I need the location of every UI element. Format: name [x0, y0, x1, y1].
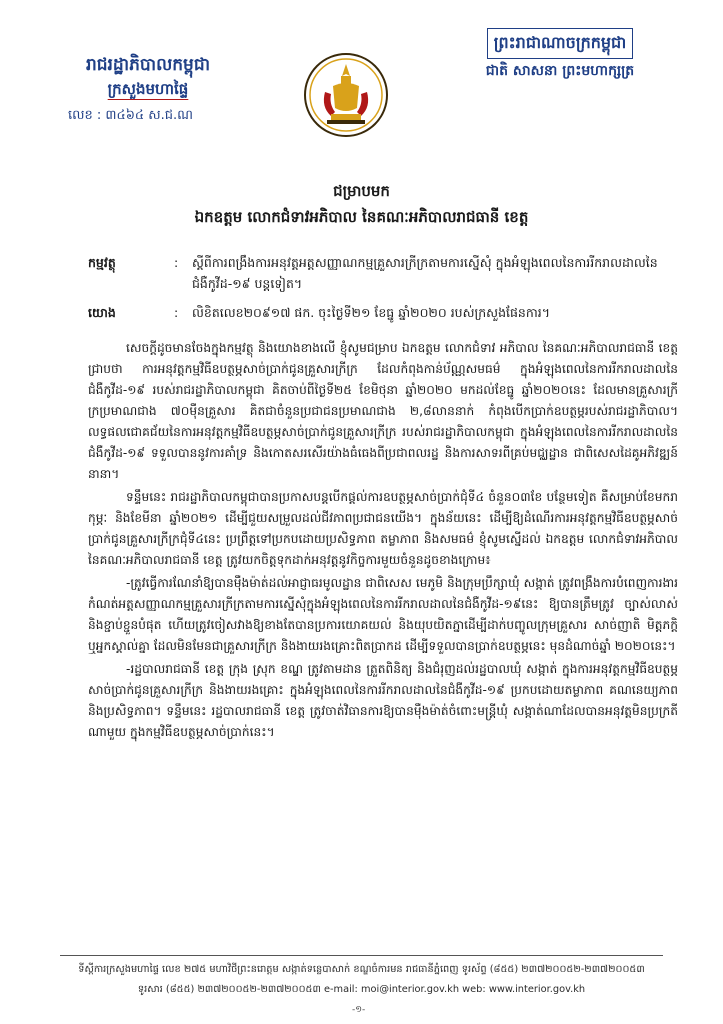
- recipient-title: ឯកឧត្តម លោកជំទាវអភិបាល នៃគណៈអភិបាលរាជធានី ខេត្ត: [194, 208, 529, 226]
- paragraph-introduction: សេចក្តីដូចមានចែងក្នុងកម្មវត្ថុ និងយោងខាងលើ ខ្ញុំសូមជម្រាប ឯកឧត្តម លោកជំទាវ អភិបាល នៃគណៈអភិបាលរាជធានី ខេត្ត ជ្រាបថា ការអនុវត្តកម្មវិធីឧបត្ថម្ភសាច់ប្រាក់ជូនគ្រួសារក្រីក្រ ដែលកំពុងកាន់ប័ណ្ណសមធម៌ ក្នុងអំឡុងពេលនៃការរីករាលដាលនៃជំងឺកូវីដ-១៩ របស់រាជរដ្ឋាភិបាលកម្ពុជា គិតចាប់ពីថ្ងៃទី២៥ ខែមិថុនា ឆ្នាំ២០២០ មកដល់ខែធ្នូ ឆ្នាំ២០២០នេះ ដែលមានគ្រួសារក្រីក្រប្រមាណជាង ៧០ម៉ឺនគ្រួសារ គិតជាចំនួនប្រជាជនប្រមាណជាង ២,៨លាននាក់ កំពុងបើកប្រាក់ឧបត្ថម្ភរបស់រាជរដ្ឋាភិបាល។ លទ្ធផលជោគជ័យនៃការអនុវត្តកម្មវិធីឧបត្ថម្ភសាច់ប្រាក់ជូនគ្រួសារក្រីក្រ របស់រាជរដ្ឋាភិបាលកម្ពុជា ក្នុងអំឡុងពេលនៃការរីករាលដាលនៃជំងឺកូវីដ-១៩ ទទួលបាននូវការគាំទ្រ និងកោតសរសើរយ៉ាងធំធេងពីប្រជាពលរដ្ឋ និងការសាទរពីគ្រប់មជ្ឈដ្ឋាន ជាពិសេសដៃគូអភិវឌ្ឍន៍នានា។: [88, 341, 678, 481]
- document-number: លេខ : ៣៤៦៤ ស.ជ.ណ: [68, 107, 194, 123]
- kingdom-letterhead: [455, 28, 665, 82]
- page-number: -១-: [352, 1005, 366, 1015]
- letter-body: [88, 338, 678, 745]
- reference-label: យោង: [88, 305, 116, 320]
- ministry-letterhead: [58, 52, 238, 126]
- ministry-name: រាជរដ្ឋាភិបាលកម្ពុជា: [85, 55, 211, 75]
- ministry-department: ក្រសួងមហាផ្ទៃ: [107, 80, 189, 99]
- subject-label: កម្មវត្ថុ: [88, 255, 116, 270]
- paragraph-request: ទន្ទឹមនេះ រាជរដ្ឋាភិបាលកម្ពុជាបានប្រកាសបន្តបើកផ្តល់ការឧបត្ថម្ភសាច់ប្រាក់ជុំទី៤ ចំនួន០៣ខែ បន្ថែមទៀត គឺសម្រាប់ខែមករា កុម្ភៈ និងខែមីនា ឆ្នាំ២០២១ ដើម្បីជួយសម្រួលដល់ជីវភាពប្រជាជនយើង។ ក្នុងន័យនេះ ដើម្បីឱ្យដំណើរការអនុវត្តកម្មវិធីឧបត្ថម្ភសាច់ប្រាក់ជូនគ្រួសារក្រីក្រជុំទី៤នេះ ប្រព្រឹត្តទៅប្រកបដោយប្រសិទ្ធភាព តម្លាភាព និងសមធម៌ ខ្ញុំសូមស្នើដល់ ឯកឧត្តម លោកជំទាវអភិបាល នៃគណៈអភិបាលរាជធានី ខេត្ត ត្រូវយកចិត្តទុកដាក់អនុវត្តនូវកិច្ចការមួយចំនួនដូចខាងក្រោម៖: [88, 489, 678, 567]
- subject-text: ស្តីពីការពង្រឹងការអនុវត្តអត្តសញ្ញាណកម្មគ្រួសារក្រីក្រតាមការស្នើសុំ ក្នុងអំឡុងពេលនៃការរីករាលដាលនៃជំងឺកូវីដ-១៩ បន្តទៀត។: [192, 255, 658, 292]
- footer-address: ទីស្តីការក្រសួងមហាផ្ទៃ លេខ ២៧៥ មហាវិថីព្រះនរោត្តម សង្កាត់ទន្លេបាសាក់ ខណ្ឌចំការមន រាជធានីភ្នំពេញ ទូរស័ព្ទ (៨៥៥) ២៣៧២០០៥២-២៣៧២០០៥៣: [78, 964, 645, 975]
- subject-row: [88, 252, 678, 295]
- salutation: ជម្រាបមក: [333, 182, 390, 200]
- paragraph-instruction-administrations: -រដ្ឋបាលរាជធានី ខេត្ត ក្រុង ស្រុក ខណ្ឌ ត្រូវតាមដាន ត្រួតពិនិត្យ និងជំរុញដល់រដ្ឋបាលឃុំ សង្កាត់ ក្នុងការអនុវត្តកម្មវិធីឧបត្ថម្ភសាច់ប្រាក់ជូនគ្រួសារក្រីក្រ និងងាយរងគ្រោះ ក្នុងអំឡុងពេលនៃការរីករាលដាលនៃជំងឺកូវីដ-១៩ ប្រកបដោយតម្លាភាព គណនេយ្យភាព និងប្រសិទ្ធភាព។ ទន្ទឹមនេះ រដ្ឋបាលរាជធានី ខេត្ត ត្រូវចាត់វិធានការឱ្យបានម៉ឺងម៉ាត់ចំពោះមន្ត្រីឃុំ សង្កាត់ណាដែលបានអនុវត្តមិនប្រក្រតីណាមួយ ក្នុងកម្មវិធីឧបត្ថម្ភសាច់ប្រាក់នេះ។: [88, 661, 678, 739]
- reference-text: លិខិតលេខ២០៩១៧ ផក. ចុះថ្ងៃទី២១ ខែធ្នូ ឆ្នាំ២០២០ របស់ក្រសួងផែនការ។: [192, 305, 550, 320]
- kingdom-name: ព្រះរាជាណាចក្រកម្ពុជា: [487, 28, 634, 59]
- reference-row: [88, 302, 678, 323]
- footer-divider: [60, 955, 663, 956]
- reference-separator: :: [174, 305, 179, 320]
- royal-emblem-icon: [303, 52, 389, 138]
- footer-contact: ទូរសារ (៨៥៥) ២៣៧២០០៥២-២៣៧២០០៥៣ e-mail: moi@interior.gov.kh web: www.interior.gov.kh: [137, 984, 586, 995]
- paragraph-instruction-local-authorities: -ត្រូវធ្វើការណែនាំឱ្យបានម៉ឺងម៉ាត់ដល់អាជ្ញាធរមូលដ្ឋាន ជាពិសេស មេភូមិ និងក្រុមប្រឹក្សាឃុំ សង្កាត់ ត្រូវពង្រឹងការបំពេញការងារកំណត់អត្តសញ្ញាណកម្មគ្រួសារក្រីក្រតាមការស្នើសុំក្នុងអំឡុងពេលនៃការរីករាលដាលនៃជំងឺកូវីដ-១៩នេះ ឱ្យបានត្រឹមត្រូវ ច្បាស់លាស់ និងខ្ជាប់ខ្ជួនបំផុត ហើយត្រូវចៀសវាងឱ្យខាងតែបានប្រការយោគយល់ និងយុបយិតភ្នាដើម្បីដាក់បញ្ចូលក្រុមគ្រួសារ សាច់ញាតិ មិត្តភក្តិ ឬអ្នកស្គាល់គ្នា ដែលមិនមែនជាគ្រួសារក្រីក្រ និងងាយរងគ្រោះពិតប្រាកដ ដើម្បីទទួលបានប្រាក់ឧបត្ថម្ភនេះ មុនដំណាច់ឆ្នាំ ២០២០នេះ។: [88, 575, 678, 653]
- subject-separator: :: [174, 255, 179, 270]
- national-motto: ជាតិ សាសនា ព្រះមហាក្សត្រ: [485, 62, 635, 79]
